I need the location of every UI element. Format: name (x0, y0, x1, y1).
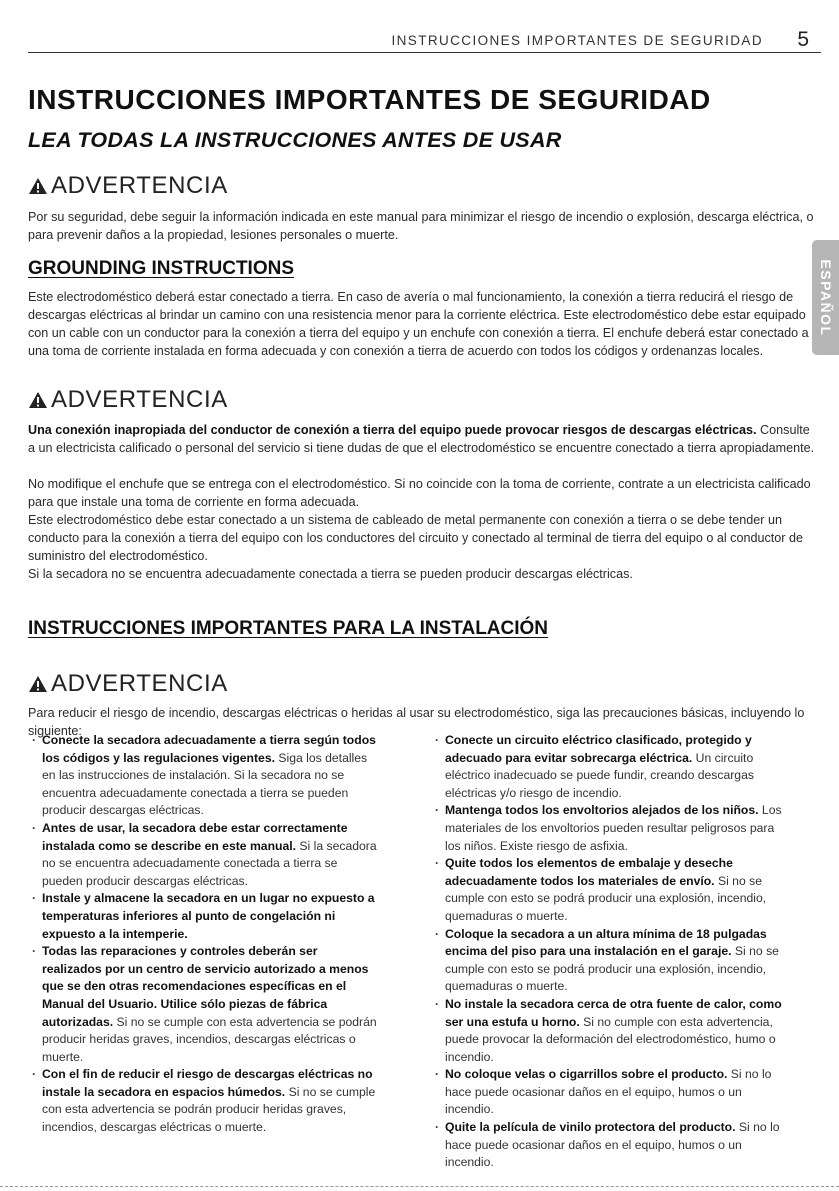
list-item: · No coloque velas o cigarrillos sobre el producto. Si no lo hace puede ocasionar daños en el equipo, humos o un incendio. (435, 1066, 782, 1119)
warning-2-paragraph-3: Este electrodoméstico debe estar conectado a un sistema de cableado de metal permanente con conexión a tierra o se debe tender un conducto para la conexión a tierra del equipo con los conductores del circuito y conectado al terminal de tierra del equipo o al conductor de suministro del electrodoméstico. (28, 513, 803, 563)
list-item: · No instale la secadora cerca de otra fuente de calor, como ser una estufa u horno. Si no cumple con esta advertencia, puede provocar la deformación del electrodoméstico, humo o incendio. (435, 996, 782, 1066)
page-subtitle: LEA TODAS LA INSTRUCCIONES ANTES DE USAR (28, 128, 562, 152)
warning-heading-2 (28, 386, 228, 414)
installation-heading: INSTRUCCIONES IMPORTANTES PARA LA INSTALACIÓN (28, 618, 549, 639)
warning-2-paragraph-2: No modifique el enchufe que se entrega con el electrodoméstico. Si no coincide con la toma de corriente, contrate a un electricista calificado para que instale una toma de corriente en forma adecuada. (28, 477, 811, 509)
language-tab-label: ESPAÑOL (817, 258, 834, 337)
warning-triangle-icon (28, 177, 48, 195)
warning-triangle-icon (28, 675, 48, 693)
header-rule (28, 52, 821, 53)
list-item: · Quite todos los elementos de embalaje y deseche adecuadamente todos los materiales de envío. Si no se cumple con esto se podrá producir una explosión, incendio, quemaduras o muerte. (435, 855, 782, 925)
warning-2-bold: Una conexión inapropiada del conductor de conexión a tierra del equipo puede provocar riesgos de descargas eléctricas. (28, 423, 757, 437)
list-item: · Conecte un circuito eléctrico clasificado, protegido y adecuado para evitar sobrecarga eléctrica. Un circuito eléctrico inadecuado se puede fundir, creando descargas eléctricas y/o riesgo de incendio. (435, 732, 782, 802)
page-number: 5 (797, 28, 809, 51)
grounding-heading: GROUNDING INSTRUCTIONS (28, 258, 294, 279)
warning-2-paragraph-4: Si la secadora no se encuentra adecuadamente conectada a tierra se pueden producir descargas eléctricas. (28, 567, 633, 581)
list-item: · Mantenga todos los envoltorios alejados de los niños. Los materiales de los envoltorios pueden resultar peligrosos para los niños. Existe riesgo de asfixia. (435, 802, 782, 855)
warning-2-body: Consulte a un electricista calificado o personal del servicio si tiene dudas de que el electrodoméstico se encuentre conectado a tierra apropiadamente. (28, 423, 815, 455)
warning-heading-1 (28, 172, 228, 200)
running-header (28, 30, 821, 54)
warning-heading-3 (28, 670, 228, 698)
warning-2-text (28, 421, 818, 457)
page-bottom-edge (0, 1186, 839, 1187)
precautions-list-right (435, 732, 782, 1172)
warning-1-text: Por su seguridad, debe seguir la información indicada en este manual para minimizar el riesgo de incendio o explosión, descarga eléctrica, o para prevenir daños a la propiedad, lesiones personales o muerte. (28, 210, 814, 242)
running-header-title: INSTRUCCIONES IMPORTANTES DE SEGURIDAD (391, 33, 763, 48)
precautions-list-left (32, 732, 377, 1137)
warning-label: ADVERTENCIA (51, 386, 228, 413)
list-item: · Todas las reparaciones y controles deberán ser realizados por un centro de servicio autorizado a menos que se den otras recomendaciones específicas en el Manual del Usuario. Utilice sólo piezas de fábrica autorizadas. Si no se cumple con esta advertencia se podrán producir heridas graves, incendios, descargas eléctricas o muerte. (32, 943, 377, 1066)
page-title: INSTRUCCIONES IMPORTANTES DE SEGURIDAD (28, 84, 711, 115)
list-item: · Quite la película de vinilo protectora del producto. Si no lo hace puede ocasionar daños en el equipo, humos o un incendio. (435, 1119, 782, 1172)
warning-label: ADVERTENCIA (51, 172, 228, 199)
list-item: · Antes de usar, la secadora debe estar correctamente instalada como se describe en este manual. Si la secadora no se encuentra adecuadamente conectada a tierra se pueden producir descargas eléctricas. (32, 820, 377, 890)
list-item: · Con el fin de reducir el riesgo de descargas eléctricas no instale la secadora en espacios húmedos. Si no se cumple con esta advertencia se podrán producir heridas graves, incendios, descargas eléctricas o muerte. (32, 1066, 377, 1136)
list-item: · Instale y almacene la secadora en un lugar no expuesto a temperaturas inferiores al punto de congelación ni expuesto a la intemperie. (32, 890, 377, 943)
warning-label: ADVERTENCIA (51, 670, 228, 697)
warning-3-text: Para reducir el riesgo de incendio, descargas eléctricas o heridas al usar su electrodoméstico, siga las precauciones básicas, incluyendo lo siguiente: (28, 706, 805, 738)
grounding-text: Este electrodoméstico deberá estar conectado a tierra. En caso de avería o mal funcionamiento, la conexión a tierra reducirá el riesgo de descargas eléctricas al brindar un camino con una resistencia menor para la corriente eléctrica. Este electrodoméstico debe estar equipado con un cable con un conductor para la conexión a tierra del equipo y un enchufe con conexión a tierra. El enchufe deberá estar conectado a una toma de corriente instalada en forma adecuada y con conexión a tierra de acuerdo con todos los códigos y ordenanzas locales. (28, 290, 809, 358)
warning-triangle-icon (28, 391, 48, 409)
list-item: · Conecte la secadora adecuadamente a tierra según todos los códigos y las regulaciones vigentes. Siga los detalles en las instrucciones de instalación. Si la secadora no se encuentra adecuadamente conectada a tierra se pueden producir descargas eléctricas. (32, 732, 377, 820)
list-item: · Coloque la secadora a un altura mínima de 18 pulgadas encima del piso para una instalación en el garaje. Si no se cumple con esto se podrá producir una explosión, incendio, quemaduras o muerte. (435, 926, 782, 996)
